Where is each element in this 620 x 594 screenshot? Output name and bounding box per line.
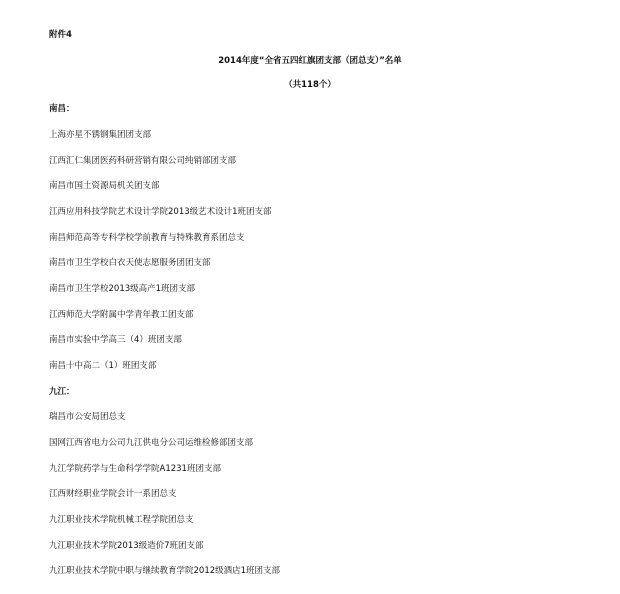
list-item: 南昌十中高二（1）班团支部 — [49, 361, 157, 371]
list-item: 江西汇仁集团医药科研营销有限公司纯销部团支部 — [49, 156, 237, 166]
list-item: 南昌市国土资源局机关团支部 — [49, 181, 160, 191]
section-heading-jiujiang: 九江： — [49, 387, 75, 397]
list-item: 瑞昌市公安局团总支 — [49, 412, 126, 422]
attachment-label: 附件4 — [49, 30, 72, 40]
list-item: 国网江西省电力公司九江供电分公司运维检修部团支部 — [49, 438, 254, 448]
list-item: 上海亦星不锈钢集团团支部 — [49, 130, 152, 140]
list-item: 南昌市实验中学高三（4）班团支部 — [49, 335, 182, 345]
list-item: 江西应用科技学院艺术设计学院2013级艺术设计1班团支部 — [49, 207, 272, 217]
list-item: 九江学院药学与生命科学学院A1231班团支部 — [49, 464, 221, 474]
section-heading-nanchang: 南昌： — [49, 104, 75, 114]
list-item: 九江职业技术学院机械工程学院团总支 — [49, 515, 194, 525]
list-item: 江西师范大学附属中学青年教工团支部 — [49, 310, 194, 320]
list-item: 九江职业技术学院中职与继续教育学院2012级酒店1班团支部 — [49, 566, 281, 576]
list-item: 南昌市卫生学校2013级高产1班团支部 — [49, 284, 196, 294]
document-subtitle: （共118个） — [284, 80, 336, 90]
list-item: 九江职业技术学院2013级造价7班团支部 — [49, 541, 204, 551]
list-item: 江西财经职业学院会计一系团总支 — [49, 489, 177, 499]
list-item: 南昌市卫生学校白衣天使志愿服务团团支部 — [49, 258, 211, 268]
list-item: 南昌师范高等专科学校学前教育与特殊教育系团总支 — [49, 233, 245, 243]
document-title: 2014年度“全省五四红旗团支部（团总支）”名单 — [218, 56, 402, 66]
